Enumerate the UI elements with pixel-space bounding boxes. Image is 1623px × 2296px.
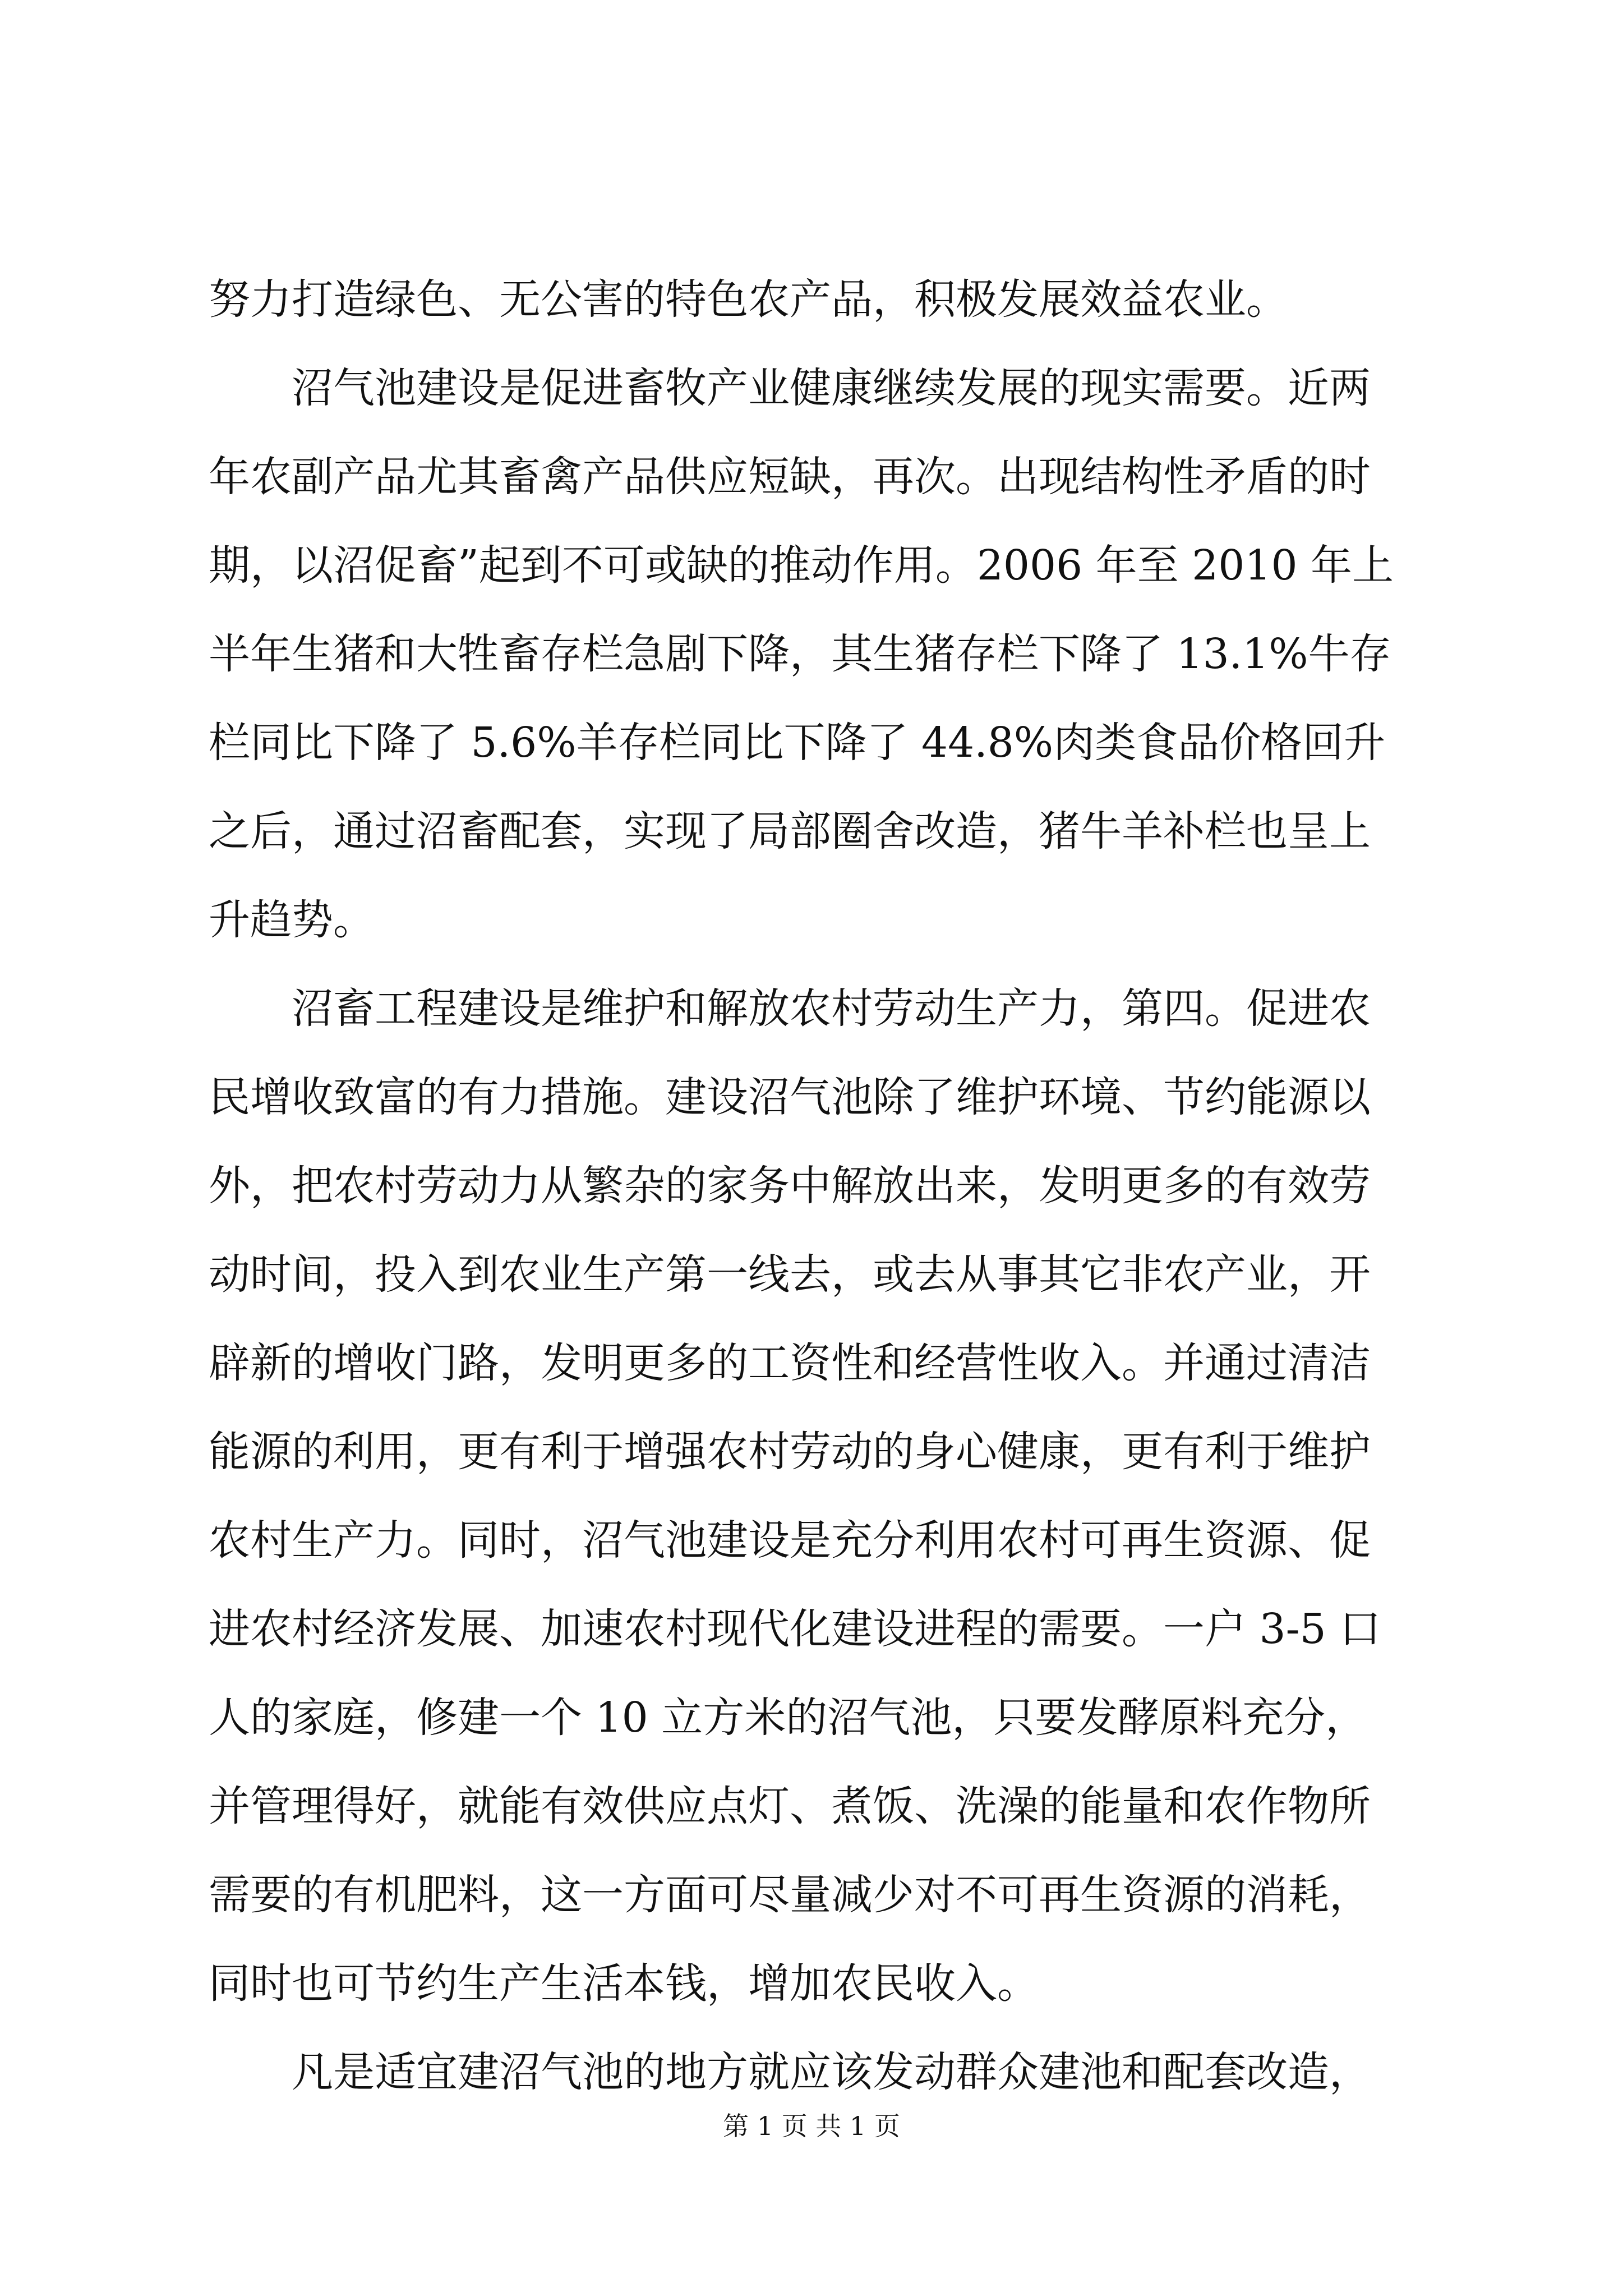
text-line: 能源的利用，更有利于增强农村劳动的身心健康，更有利于维护: [209, 1428, 1371, 1476]
text-line: 努力打造绿色、无公害的特色农产品，积极发展效益农业。: [209, 275, 1288, 324]
text-line: 沼畜工程建设是维护和解放农村劳动生产力，第四。促进农: [209, 984, 1371, 1033]
text-line: 同时也可节约生产生活本钱，增加农民收入。: [209, 1959, 1039, 2008]
text-line: 之后，通过沼畜配套，实现了局部圈舍改造，猪牛羊补栏也呈上: [209, 807, 1371, 855]
text-line: 半年生猪和大牲畜存栏急剧下降，其生猪存栏下降了 13.1%牛存: [209, 630, 1391, 678]
text-line: 进农村经济发展、加速农村现代化建设进程的需要。一户 3-5 口: [209, 1605, 1381, 1653]
text-line: 外，把农村劳动力从繁杂的家务中解放出来，发明更多的有效劳: [209, 1162, 1371, 1210]
text-line: 人的家庭，修建一个 10 立方米的沼气池，只要发酵原料充分，: [209, 1694, 1367, 1742]
text-line: 辟新的增收门路，发明更多的工资性和经营性收入。并通过清洁: [209, 1339, 1371, 1387]
text-line: 期，以沼促畜”起到不可或缺的推动作用。2006 年至 2010 年上: [209, 541, 1394, 590]
text-line: 年农副产品尤其畜禽产品供应短缺，再次。出现结构性矛盾的时: [209, 453, 1371, 501]
text-line: 升趋势。: [209, 896, 375, 944]
text-line: 农村生产力。同时，沼气池建设是充分利用农村可再生资源、促: [209, 1516, 1371, 1565]
page-number-label: 第 1 页 共 1 页: [723, 2111, 900, 2141]
text-line: 需要的有机肥料，这一方面可尽量减少对不可再生资源的消耗，: [209, 1871, 1371, 1919]
text-line: 动时间，投入到农业生产第一线去，或去从事其它非农产业，开: [209, 1250, 1371, 1299]
page-footer: [0, 2109, 1623, 2143]
text-line: 凡是适宜建沼气池的地方就应该发动群众建池和配套改造，: [209, 2048, 1371, 2096]
text-line: 并管理得好，就能有效供应点灯、煮饭、洗澡的能量和农作物所: [209, 1782, 1371, 1830]
body-text: [209, 255, 1431, 2116]
text-line: 沼气池建设是促进畜牧产业健康继续发展的现实需要。近两: [209, 364, 1371, 412]
text-line: 民增收致富的有力措施。建设沼气池除了维护环境、节约能源以: [209, 1073, 1371, 1121]
text-line: 栏同比下降了 5.6%羊存栏同比下降了 44.8%肉类食品价格回升: [209, 719, 1386, 767]
